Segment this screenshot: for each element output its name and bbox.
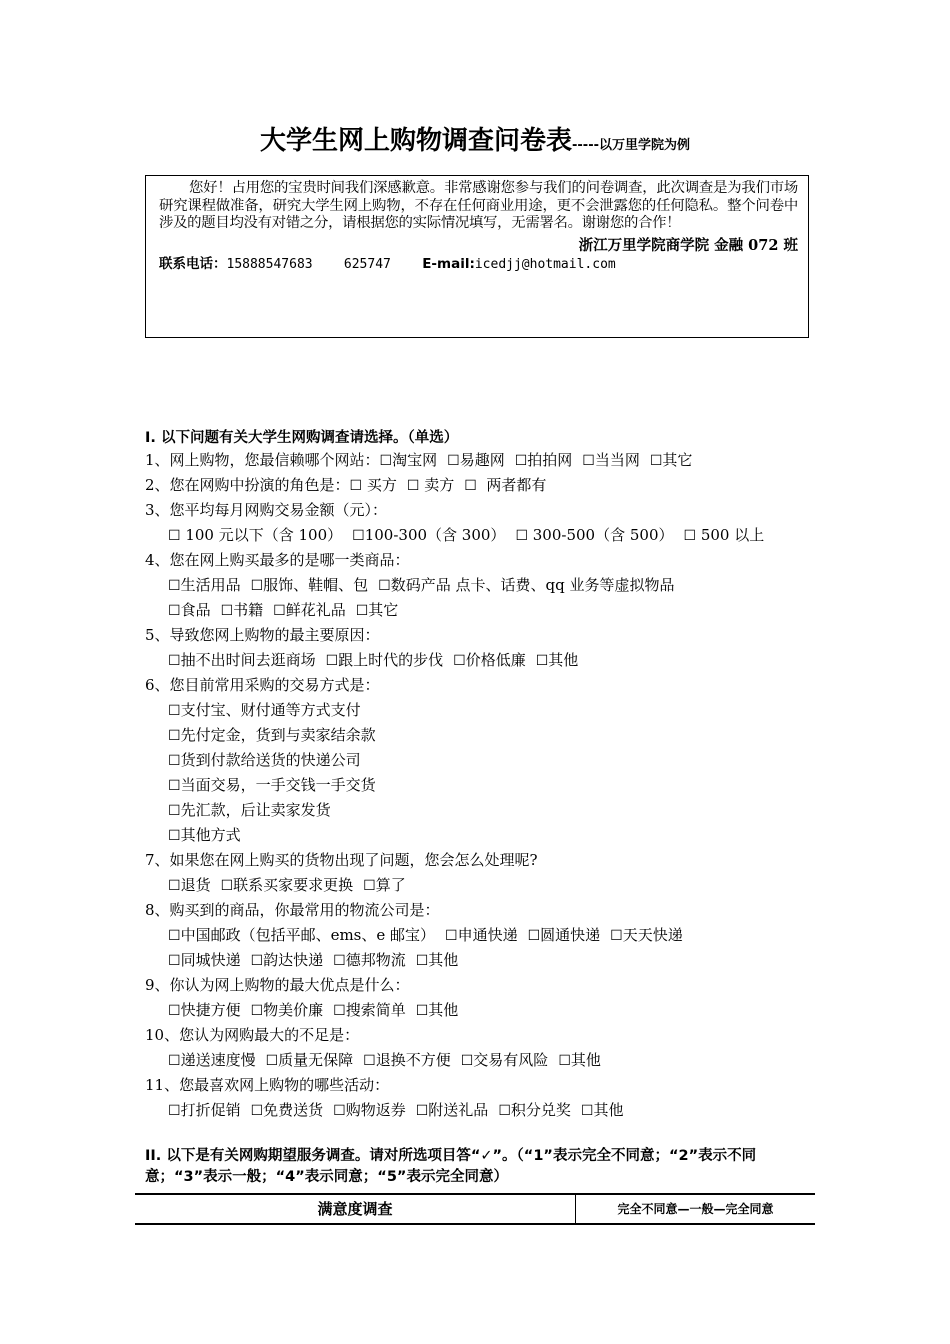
checkbox-icon[interactable]: ☐: [168, 703, 181, 719]
option-checkbox[interactable]: [168, 776, 376, 794]
option-checkbox[interactable]: [168, 1001, 241, 1019]
question-text: 2、您在网购中扮演的角色是：: [145, 476, 350, 494]
checkbox-icon[interactable]: ☐: [273, 603, 286, 619]
checkbox-icon[interactable]: ☐: [250, 1003, 264, 1019]
checkbox-icon[interactable]: ☐: [250, 1103, 264, 1119]
checkbox-icon[interactable]: ☐: [355, 603, 369, 619]
checkbox-icon[interactable]: ☐: [250, 953, 264, 969]
option-label: 淘宝网: [392, 451, 438, 469]
option-checkbox[interactable]: [453, 651, 526, 669]
option-checkbox[interactable]: [168, 576, 241, 594]
checkbox-icon[interactable]: ☐: [445, 928, 458, 944]
option-checkbox[interactable]: [536, 651, 579, 669]
option-label: 算了: [375, 876, 406, 894]
checkbox-icon[interactable]: ☐: [352, 528, 365, 544]
checkbox-icon[interactable]: ☐: [415, 953, 429, 969]
option-label: 同城快递: [180, 951, 241, 969]
option-label: 德邦物流: [345, 951, 406, 969]
checkbox-icon[interactable]: ☐: [168, 778, 181, 794]
option-label: 打折促销: [180, 1101, 241, 1119]
option-checkbox[interactable]: [333, 1101, 406, 1119]
option-row: [168, 925, 693, 946]
option-checkbox[interactable]: [221, 876, 354, 894]
option-row: [168, 775, 386, 796]
option-row: [168, 750, 371, 771]
option-label: 100 元以下（含 100）: [180, 526, 343, 544]
email-label: E-mail:: [422, 255, 475, 272]
option-label: 当当网: [594, 451, 640, 469]
option-checkbox[interactable]: [333, 951, 406, 969]
option-checkbox[interactable]: [168, 601, 211, 619]
option-label: 跟上时代的步伐: [338, 651, 444, 669]
checkbox-icon[interactable]: ☐: [250, 578, 264, 594]
question-7: [145, 850, 538, 870]
option-label: 货到付款给送货的快递公司: [180, 751, 361, 769]
checkbox-icon[interactable]: ☐: [582, 453, 595, 469]
checkbox-icon[interactable]: ☐: [333, 953, 346, 969]
checkbox-icon[interactable]: ☐: [168, 653, 181, 669]
checkbox-icon[interactable]: ☐: [580, 1103, 594, 1119]
checkbox-icon[interactable]: ☐: [649, 453, 663, 469]
option-label: 当面交易，一手交钱一手交货: [180, 776, 376, 794]
option-label: 服饰、鞋帽、包: [263, 576, 369, 594]
option-label: 搜索简单: [345, 1001, 406, 1019]
option-checkbox[interactable]: [445, 926, 518, 944]
option-checkbox[interactable]: [273, 601, 346, 619]
option-row: [168, 800, 341, 821]
option-row: [168, 525, 774, 546]
checkbox-icon[interactable]: ☐: [515, 528, 528, 544]
checkbox-icon[interactable]: ☐: [333, 1103, 346, 1119]
option-checkbox[interactable]: [168, 701, 361, 719]
option-label: 其它: [662, 451, 693, 469]
checkbox-icon[interactable]: ☐: [168, 603, 181, 619]
option-label: 食品: [180, 601, 211, 619]
question-6: [145, 675, 380, 695]
option-label: 积分兑奖: [510, 1101, 571, 1119]
option-label: 先付定金，货到与卖家结余款: [180, 726, 376, 744]
checkbox-icon[interactable]: ☐: [168, 878, 181, 894]
option-checkbox[interactable]: [251, 951, 324, 969]
option-label: 支付宝、财付通等方式支付: [180, 701, 361, 719]
option-row: [168, 875, 416, 896]
option-checkbox[interactable]: [447, 451, 505, 469]
option-checkbox[interactable]: [251, 576, 369, 594]
option-row: [168, 950, 468, 971]
option-label: 附送礼品: [428, 1101, 489, 1119]
question-text: 5、导致您网上购物的最主要原因：: [145, 626, 380, 644]
option-label: 其它: [368, 601, 399, 619]
option-checkbox[interactable]: [407, 476, 454, 494]
title-main: 大学生网上购物调查问卷表: [260, 126, 573, 156]
option-checkbox[interactable]: [168, 951, 241, 969]
option-checkbox[interactable]: [461, 1051, 549, 1069]
checkbox-icon[interactable]: ☐: [379, 453, 393, 469]
option-label: 购物返券: [345, 1101, 406, 1119]
checkbox-icon[interactable]: ☐: [349, 478, 363, 494]
option-label: 交易有风险: [473, 1051, 549, 1069]
option-label: 100-300（含 300）: [364, 526, 506, 544]
option-label: 数码产品 点卡、话费、qq 业务等虚拟物品: [390, 576, 675, 594]
checkbox-icon[interactable]: ☐: [610, 928, 623, 944]
checkbox-icon[interactable]: ☐: [168, 803, 181, 819]
checkbox-icon[interactable]: ☐: [535, 653, 549, 669]
title-sub: -----以万里学院为例: [572, 138, 690, 153]
checkbox-icon[interactable]: ☐: [558, 1053, 571, 1069]
option-row: [168, 725, 386, 746]
option-checkbox[interactable]: [251, 1101, 324, 1119]
option-checkbox[interactable]: [326, 651, 444, 669]
checkbox-icon[interactable]: ☐: [378, 578, 391, 594]
option-label: 书籍: [233, 601, 264, 619]
rating-col-survey: 满意度调查: [135, 1195, 576, 1223]
option-label: 其他方式: [180, 826, 241, 844]
option-checkbox[interactable]: [515, 526, 673, 544]
question-8: [145, 900, 440, 920]
checkbox-icon[interactable]: ☐: [168, 953, 181, 969]
option-label: 易趣网: [459, 451, 505, 469]
option-checkbox[interactable]: [416, 1101, 489, 1119]
question-5: [145, 625, 380, 645]
option-label: 圆通快递: [540, 926, 601, 944]
option-label: 天天快递: [622, 926, 683, 944]
option-checkbox[interactable]: [168, 726, 376, 744]
checkbox-icon[interactable]: ☐: [363, 878, 376, 894]
question-text: 9、你认为网上购物的最大优点是什么：: [145, 976, 410, 994]
option-checkbox[interactable]: [610, 926, 683, 944]
option-checkbox[interactable]: [168, 801, 331, 819]
checkbox-icon[interactable]: ☐: [464, 478, 477, 494]
checkbox-icon[interactable]: ☐: [168, 1103, 181, 1119]
option-label: 递送速度慢: [180, 1051, 256, 1069]
question-9: [145, 975, 410, 995]
option-label: 快捷方便: [180, 1001, 241, 1019]
option-checkbox[interactable]: [168, 926, 435, 944]
option-row: [168, 825, 251, 846]
checkbox-icon[interactable]: ☐: [415, 1003, 429, 1019]
option-checkbox[interactable]: [333, 1001, 406, 1019]
contact-label: 联系电话：: [159, 255, 227, 272]
checkbox-icon[interactable]: ☐: [514, 453, 528, 469]
question-text: 6、您目前常用采购的交易方式是：: [145, 676, 380, 694]
question-text: 11、您最喜欢网上购物的哪些活动：: [145, 1076, 390, 1094]
option-checkbox[interactable]: [416, 1001, 459, 1019]
checkbox-icon[interactable]: ☐: [168, 928, 181, 944]
option-label: 其他: [548, 651, 579, 669]
question-4: [145, 550, 410, 570]
checkbox-icon[interactable]: ☐: [168, 1053, 181, 1069]
option-row: [168, 650, 588, 671]
question-text: 3、您平均每月网购交易金额（元）：: [145, 501, 388, 519]
option-label: 其他: [428, 1001, 459, 1019]
checkbox-icon[interactable]: ☐: [333, 1003, 346, 1019]
intro-box: [145, 175, 809, 338]
option-checkbox[interactable]: [352, 526, 505, 544]
option-checkbox[interactable]: [416, 951, 459, 969]
question-text: 10、您认为网购最大的不足是：: [145, 1026, 360, 1044]
checkbox-icon[interactable]: ☐: [168, 728, 181, 744]
option-row: [168, 575, 684, 596]
question-3: [145, 500, 387, 520]
question-2: [145, 475, 556, 496]
checkbox-icon[interactable]: ☐: [168, 528, 181, 544]
option-checkbox[interactable]: [515, 451, 573, 469]
question-text: 8、购买到的商品，你最常用的物流公司是：: [145, 901, 440, 919]
option-checkbox[interactable]: [168, 651, 316, 669]
option-label: 500 以上: [696, 526, 765, 544]
option-label: 免费送货: [263, 1101, 324, 1119]
phone-number: 15888547683 625747: [226, 256, 391, 272]
option-checkbox[interactable]: [168, 876, 211, 894]
option-checkbox[interactable]: [528, 926, 601, 944]
option-row: [168, 600, 408, 621]
checkbox-icon[interactable]: ☐: [447, 453, 460, 469]
signature: 浙江万里学院商学院 金融 072 班: [578, 236, 798, 254]
option-checkbox[interactable]: [251, 1001, 324, 1019]
checkbox-icon[interactable]: ☐: [220, 878, 234, 894]
section2-heading: II. 以下是有关网购期望服务调查。请对所选项目答“✓”。（“1”表示完全不同意；“2”表示不同意；“3”表示一般；“4”表示同意；“5”表示完全同意）: [145, 1148, 757, 1185]
option-row: [168, 1100, 633, 1121]
option-label: 中国邮政（包括平邮、ems、e 邮宝）: [180, 926, 436, 944]
option-label: 其他: [593, 1101, 624, 1119]
checkbox-icon[interactable]: ☐: [498, 1103, 511, 1119]
checkbox-icon[interactable]: ☐: [453, 653, 466, 669]
option-checkbox[interactable]: [582, 451, 640, 469]
option-checkbox[interactable]: [363, 876, 406, 894]
option-checkbox[interactable]: [363, 1051, 451, 1069]
checkbox-icon[interactable]: ☐: [220, 603, 234, 619]
question-text: 4、您在网上购买最多的是哪一类商品：: [145, 551, 410, 569]
option-label: 申通快递: [457, 926, 518, 944]
question-10: [145, 1025, 359, 1045]
checkbox-icon[interactable]: ☐: [406, 478, 420, 494]
checkbox-icon[interactable]: ☐: [460, 1053, 474, 1069]
option-checkbox[interactable]: [168, 526, 342, 544]
option-checkbox[interactable]: [168, 826, 241, 844]
option-label: 生活用品: [180, 576, 241, 594]
option-checkbox[interactable]: [498, 1101, 571, 1119]
option-label: 300-500（含 500）: [528, 526, 674, 544]
checkbox-icon[interactable]: ☐: [168, 578, 181, 594]
option-label: 卖方: [419, 476, 455, 494]
option-label: 其他: [428, 951, 459, 969]
intro-text: 您好！占用您的宝贵时间我们深感歉意。非常感谢您参与我们的问卷调查，此次调查是为我们市场研究课程做准备，研究大学生网上购物，不存在任何商业用途，更不会泄露您的任何隐私。整个问卷中涉及的题目均没有对错之分，请根据您的实际情况填写，无需署名。谢谢您的合作！: [159, 180, 798, 231]
option-checkbox[interactable]: [380, 451, 438, 469]
option-label: 鲜花礼品: [285, 601, 346, 619]
option-label: 先汇款，后让卖家发货: [180, 801, 331, 819]
option-label: 拍拍网: [527, 451, 573, 469]
option-checkbox[interactable]: [464, 476, 546, 494]
checkbox-icon[interactable]: ☐: [683, 528, 697, 544]
option-label: 抽不出时间去逛商场: [180, 651, 316, 669]
option-label: 韵达快递: [263, 951, 324, 969]
checkbox-icon[interactable]: ☐: [527, 928, 541, 944]
option-checkbox[interactable]: [168, 751, 361, 769]
option-checkbox[interactable]: [356, 601, 399, 619]
question-text: 1、网上购物，您最信赖哪个网站：: [145, 451, 380, 469]
option-row: [168, 1050, 611, 1071]
page-title: [0, 120, 950, 157]
option-row: [168, 700, 371, 721]
option-checkbox[interactable]: [581, 1101, 624, 1119]
option-label: 两者都有: [476, 476, 547, 494]
option-row: [168, 1000, 468, 1021]
checkbox-icon[interactable]: ☐: [265, 1053, 279, 1069]
checkbox-icon[interactable]: ☐: [363, 1053, 376, 1069]
question-11: [145, 1075, 389, 1095]
option-checkbox[interactable]: [378, 576, 674, 594]
checkbox-icon[interactable]: ☐: [415, 1103, 429, 1119]
option-label: 价格低廉: [465, 651, 526, 669]
option-label: 质量无保障: [278, 1051, 354, 1069]
section1-heading: I. 以下问题有关大学生网购调查请选择。（单选）: [145, 430, 459, 446]
option-checkbox[interactable]: [350, 476, 397, 494]
option-checkbox[interactable]: [558, 1051, 601, 1069]
option-checkbox[interactable]: [266, 1051, 354, 1069]
option-label: 联系买家要求更换: [233, 876, 354, 894]
contact-line: [159, 255, 798, 274]
option-checkbox[interactable]: [168, 1101, 241, 1119]
option-label: 买方: [362, 476, 397, 494]
checkbox-icon[interactable]: ☐: [168, 828, 181, 844]
option-checkbox[interactable]: [221, 601, 264, 619]
option-label: 退换不方便: [375, 1051, 451, 1069]
option-checkbox[interactable]: [168, 1051, 256, 1069]
option-label: 其他: [570, 1051, 601, 1069]
rating-table: [135, 1193, 815, 1225]
question-1: [145, 450, 702, 471]
option-checkbox[interactable]: [684, 526, 765, 544]
email-address: icedjj@hotmail.com: [474, 256, 616, 272]
question-text: 7、如果您在网上购买的货物出现了问题，您会怎么处理呢?: [145, 851, 538, 869]
option-label: 退货: [180, 876, 211, 894]
checkbox-icon[interactable]: ☐: [168, 1003, 181, 1019]
option-checkbox[interactable]: [650, 451, 693, 469]
rating-col-scale: 完全不同意—一般—完全同意: [617, 1202, 774, 1216]
checkbox-icon[interactable]: ☐: [325, 653, 339, 669]
option-label: 物美价廉: [263, 1001, 324, 1019]
checkbox-icon[interactable]: ☐: [168, 753, 181, 769]
